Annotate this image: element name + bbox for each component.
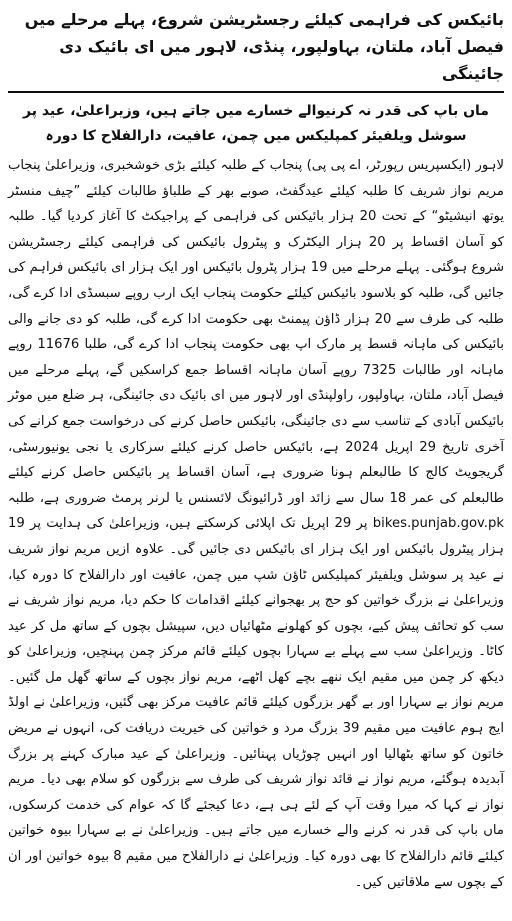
article-body: لاہور (ایکسپریس رپورٹر، اے پی پی) پنجاب کے طلبہ کیلئے بڑی خوشخبری، وزیراعلیٰ پنجاب مریم نواز شریف کا طلبہ کیلئے عیدگفٹ، صوبے بھر کے طلباؤ طالبات کیلئے ”چیف منسٹر یوتھ انیشیٹو“ کے تحت 20 ہزار بائیکس کی فراہمی کے پراجیکٹ کا آغاز کردیا گیا۔ طلبہ کو آسان اقساط پر 20 ہزار الیکٹرک و پیٹرول بائیکس کی فراہمی کیلئے رجسٹریشن شروع ہوگئی۔ پہلے مرحلے میں 19 ہزار پٹرول بائیکس اور ایک ہزار ای بائیکس فراہم کی جائیں گی، طلبہ کو بلاسود بائیکس کیلئے حکومت پنجاب ایک ارب روپے سبسڈی ادا کرے گی، طلبہ کی طرف سے 20 ہزار ڈاؤن پیمنٹ بھی حکومت ادا کرے گی، طلبہ کو دی جانے والی بائیکس کی ماہانہ قسط پر مارک اپ بھی حکومت پنجاب ادا کرے گی، طلبا 11676 روپے ماہانہ اور طالبات 7325 روپے آسان ماہانہ اقساط جمع کراسکیں گے، پہلے مرحلے میں فیصل آباد، ملتان، بہاولپور، راولپنڈی اور لاہور میں ای بائیک دی جائینگی، ہر ضلع میں موٹر بائیکس آبادی کے تناسب سے دی جائینگی، بائیکس حاصل کرنے کی درخواست جمع کرانے کی آخری تاریخ 29 اپریل 2024 ہے، بائیکس حاصل کرنے کیلئے سرکاری یا نجی یونیورسٹی، گریجویٹ کالج کا طالبعلم ہونا ضروری ہے، آسان اقساط پر بائیکس حاصل کرنے کیلئے طالبعلم کی عمر 18 سال سے زائد اور ڈرائیونگ لائسنس یا لرنر پرمٹ ضروری ہے، طلبہ bikes.punjab.gov.pk پر 29 اپریل تک اپلائی کرسکتے ہیں، وزیراعلیٰ کی ہدایت پر 19 ہزار پیٹرول بائیکس اور ایک ہزار ای بائیکس دی جائیں گی۔ علاوہ ازیں مریم نواز شریف نے عید پر سوشل ویلفیئر کمپلیکس ٹاؤن شپ میں چمن، عافیت اور دارالفلاح کا دورہ کیا، وزیراعلیٰ نے بزرگ خواتین کو حج پر بھجوانے کیلئے اقدامات کا حکم دیا، مریم نواز شریف نے سب کو تحائف پیش کیے، بچوں کو کھلونے مٹھائیاں دیں، سپیشل بچوں کے ساتھ مل کر عید کاٹا۔ وزیراعلیٰ سب سے پہلے بے سہارا بچوں کیلئے قائم مرکز چمن پہنچیں، وزیراعلیٰ کو دیکھ کر چمن میں مقیم ایک ننھے بچے کھل اٹھے، مریم نواز بچوں کے ساتھ گھل مل گئیں۔ مریم نواز بے سہارا اور بے گھر بزرگوں کیلئے قائم عافیت مرکز بھی گئیں، وزیراعلیٰ نے اولڈ ایج ہوم عافیت میں مقیم 39 بزرگ مرد و خواتین کی خیریت دریافت کی، انہوں نے مریض خاتون کو ساتھ بٹھالیا اور انہیں چوڑیاں پہنائیں۔ وزیراعلیٰ کے عید مبارک کہنے پر بزرگ آبدیدہ ہوگئے، مریم نواز نے قائد نواز شریف کی طرف سے بزرگوں کو سلام بھی دیا۔ مریم نواز نے کہا کہ میرا وقت آپ کے لئے ہی ہے، دعا کیجئے گا کہ عوام کی خدمت کرسکوں، ماں باپ کی قدر نہ کرنے والے خسارے میں جاتے ہیں۔ وزیراعلیٰ نے بے سہارا بیوہ خواتین کیلئے قائم دارالفلاح کا بھی دورہ کیا۔ وزیراعلیٰ نے دارالفلاح میں مقیم 8 بیوہ خواتین اور ان کے بچوں سے ملاقاتیں کیں۔ (8, 158, 505, 890)
headline: بائیکس کی فراہمی کیلئے رجسٹریشن شروع، پہلے مرحلے میں فیصل آباد، ملتان، بہاولپور، پنڈی، لاہور میں ای بائیک دی جائینگی (24, 10, 504, 83)
headline-divider (8, 91, 504, 93)
subheadline: ماں باپ کی قدر نہ کرنیوالے خسارے میں جاتے ہیں، وزیراعلیٰ، عید پر سوشل ویلفیئر کمپلیکس میں چمن، عافیت، دارالفلاح کا دورہ (23, 103, 489, 144)
